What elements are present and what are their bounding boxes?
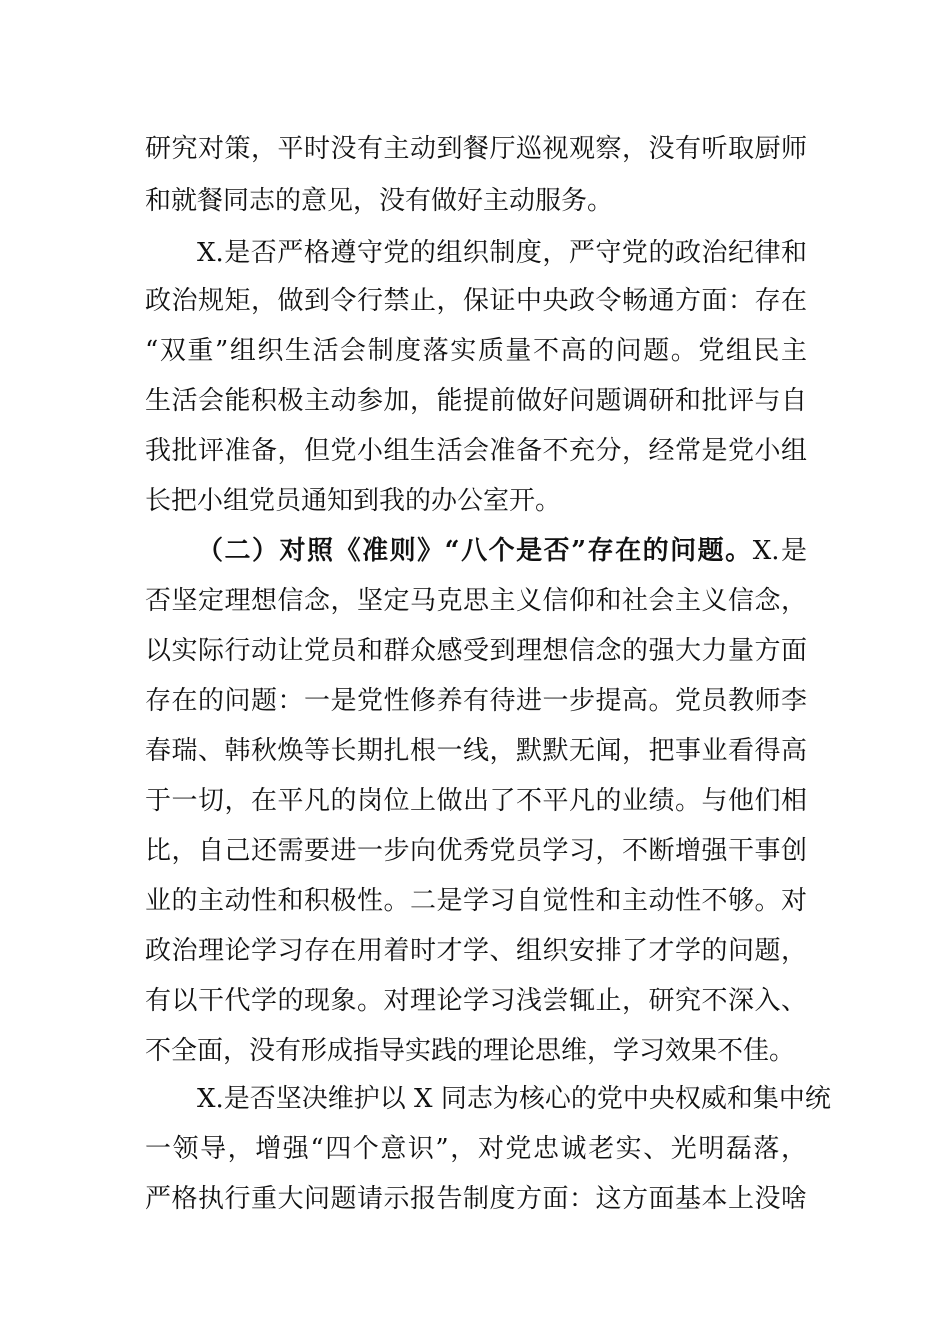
paragraph-line: 否坚定理想信念，坚定马克思主义信仰和社会主义信念， [145, 586, 807, 616]
paragraph-line: “双重”组织生活会制度落实质量不高的问题。党组民主 [145, 336, 807, 366]
paragraph-line: 政治理论学习存在用着时才学、组织安排了才学的问题， [145, 936, 807, 966]
paragraph-line: 春瑞、韩秋焕等长期扎根一线，默默无闻，把事业看得高 [145, 736, 807, 766]
paragraph-line: 政治规矩，做到令行禁止，保证中央政令畅通方面：存在 [145, 286, 807, 316]
paragraph-line: 有以干代学的现象。对理论学习浅尝辄止，研究不深入、 [145, 986, 807, 1016]
paragraph-line: 我批评准备，但党小组生活会准备不充分，经常是党小组 [145, 436, 807, 466]
paragraph-line: 一领导，增强“四个意识”，对党忠诚老实、光明磊落， [145, 1134, 807, 1164]
paragraph-line: 业的主动性和积极性。二是学习自觉性和主动性不够。对 [145, 886, 807, 916]
paragraph-line: X.是否坚决维护以 X 同志为核心的党中央权威和集中统 [197, 1084, 831, 1114]
paragraph-line: 以实际行动让党员和群众感受到理想信念的强大力量方面 [145, 636, 807, 666]
paragraph-line: 于一切，在平凡的岗位上做出了不平凡的业绩。与他们相 [145, 786, 807, 816]
paragraph-line: 研究对策，平时没有主动到餐厅巡视观察，没有听取厨师 [145, 134, 807, 164]
paragraph-line: 和就餐同志的意见，没有做好主动服务。 [145, 186, 614, 216]
paragraph-line: X.是否严格遵守党的组织制度，严守党的政治纪律和 [197, 238, 807, 268]
paragraph-line: 存在的问题：一是党性修养有待进一步提高。党员教师李 [145, 686, 807, 716]
paragraph-line: 生活会能积极主动参加，能提前做好问题调研和批评与自 [145, 386, 807, 416]
paragraph-line-tail: X.是 [752, 536, 807, 566]
section-heading-line [197, 533, 807, 569]
paragraph-line: 严格执行重大问题请示报告制度方面：这方面基本上没啥 [145, 1184, 807, 1214]
paragraph-line: 比，自己还需要进一步向优秀党员学习，不断增强干事创 [145, 836, 807, 866]
paragraph-line: 不全面，没有形成指导实践的理论思维，学习效果不佳。 [145, 1036, 796, 1066]
section-heading: （二）对照《准则》“八个是否”存在的问题。 [197, 536, 753, 566]
paragraph-line: 长把小组党员通知到我的办公室开。 [145, 486, 562, 516]
